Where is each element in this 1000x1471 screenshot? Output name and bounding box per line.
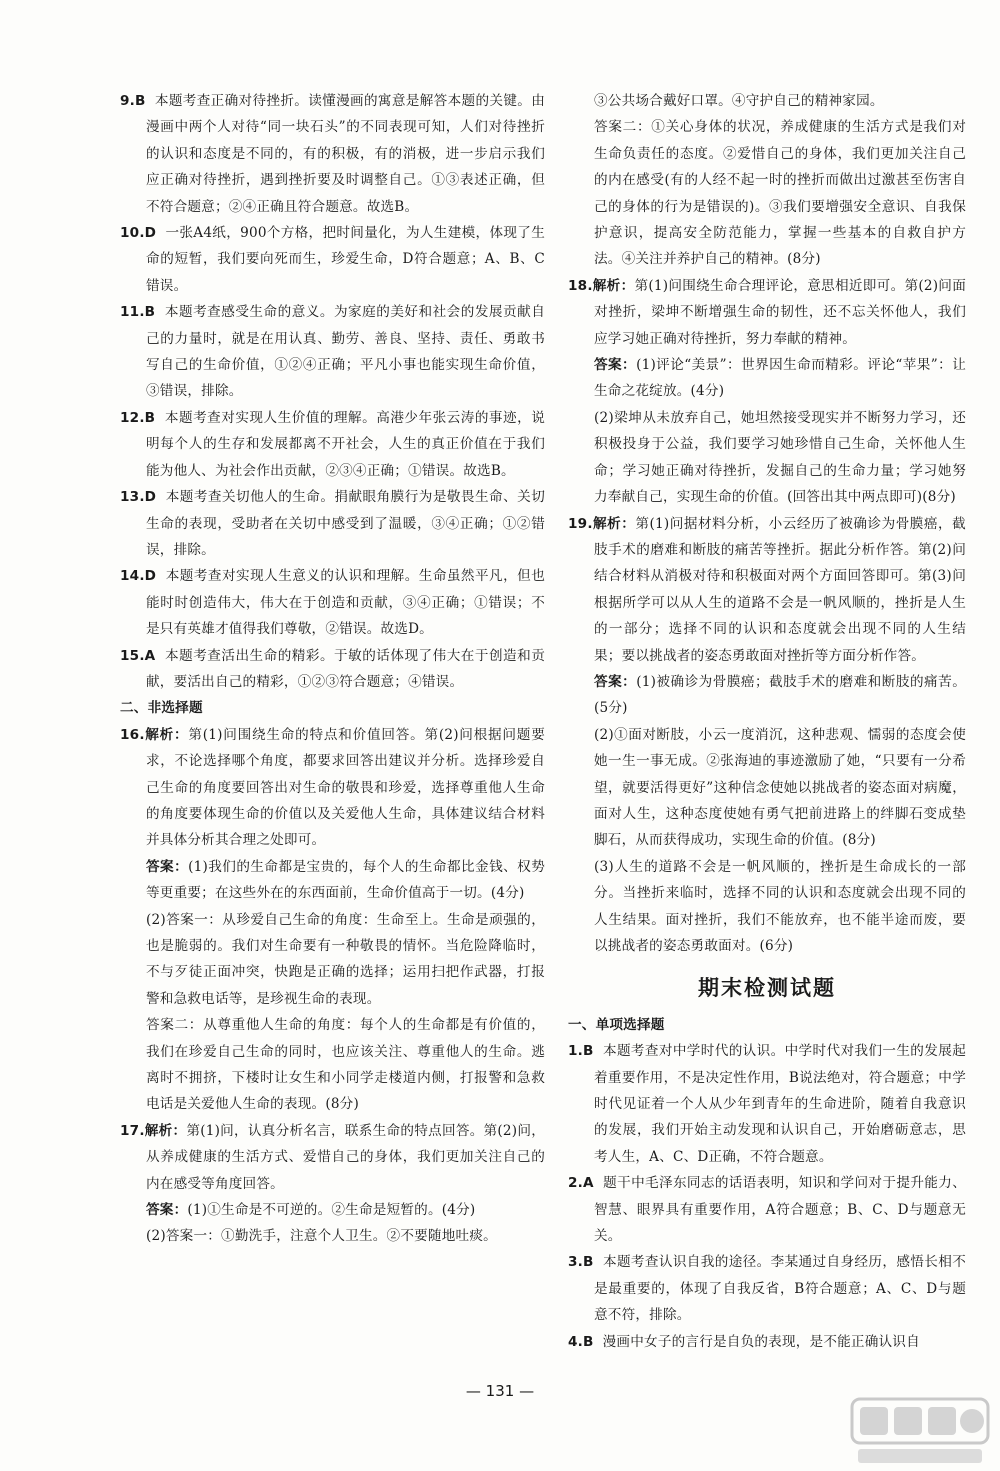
answer-item: 13.D 本题考查关切他人的生命。捐献眼角膜行为是敬畏生命、关切生命的表现，受助者在关切中感受到了温暖，③④正确；①②错误，排除。 xyxy=(120,489,545,558)
watermark-logo-icon xyxy=(850,1395,990,1467)
answer-text: 答案：(1)被确诊为骨膜癌；截肢手术的磨难和断肢的痛苦。(5分) xyxy=(594,673,966,717)
right-column xyxy=(568,88,966,1355)
answer-text: 答案：(1)我们的生命都是宝贵的，每个人的生命都比金钱、权势等更重要；在这些外在的东西面前，生命价值高于一切。(4分) xyxy=(146,858,546,902)
answer-text: 答案二：①关心身体的状况，养成健康的生活方式是我们对生命负责任的态度。②爱惜自己的身体，我们更加关注自己的内在感受(有的人经不起一时的挫折而做出过激甚至伤害自己的身体的行为是错误的)。③我们要增强安全意识、自我保护意识，提高安全防范能力，掌握一些基本的自救自护方法。④关注并养护自己的精神。(8分) xyxy=(594,119,966,268)
answer-text: ③公共场合戴好口罩。④守护自己的精神家园。 xyxy=(594,93,884,109)
analysis-item: 17.解析：第(1)问，认真分析名言，联系生命的特点回答。第(2)问，从养成健康的生活方式、爱惜自己的身体，我们更加关注自己的内在感受等角度回答。 xyxy=(120,1122,545,1192)
answer-text: (2)答案一：从珍爱自己生命的角度：生命至上。生命是顽强的，也是脆弱的。我们对生命要有一种敬畏的情怀。当危险降临时，不与歹徒正面冲突，快跑是正确的选择；运用扫把作武器，打报警和急救电话等，是珍视生命的表现。 xyxy=(146,911,545,1007)
answer-text: (2)梁坤从未放弃自己，她坦然接受现实并不断努力学习，还积极投身于公益，我们要学习她珍惜自己生命，关怀他人生命；学习她正确对待挫折，发掘自己的生命力量；学习她努力奉献自己，实现生命的价值。(回答出其中两点即可)(8分) xyxy=(594,409,966,506)
section-heading: 二、非选择题 xyxy=(120,700,203,717)
answer-item: 1.B 本题考查对中学时代的认识。中学时代对我们一生的发展起着重要作用，不是决定性作用，B说法绝对，符合题意；中学时代见证着一个人从少年到青年的生命进阶，随着自我意识的发展，我们开始主动发现和认识自己，开始磨砺意志，思考人生，A、C、D正确，不符合题意。 xyxy=(568,1043,967,1165)
page-number: — 131 — xyxy=(465,1382,535,1400)
analysis-item: 19.解析：第(1)问据材料分析，小云经历了被确诊为骨膜癌，截肢手术的磨难和断肢的痛苦等挫折。据此分析作答。第(2)问结合材料从消极对待和积极面对两个方面回答即可。第(3)问根据所学可以从人生的道路不会是一帆风顺的，挫折是人生的一部分；选择不同的认识和态度就会出现不同的人生结果；要以挑战者的姿态勇敢面对挫折等方面分析作答。 xyxy=(568,515,966,664)
answer-item: 3.B 本题考查认识自我的途径。李某通过自身经历，感悟长相不是最重要的，体现了自我反省，B符合题意；A、C、D与题意不符，排除。 xyxy=(568,1254,967,1324)
answer-item: 14.D 本题考查对实现人生意义的认识和理解。生命虽然平凡，但也能时时创造伟大，伟大在于创造和贡献，③④正确；①错误；不是只有英雄才值得我们尊敬，②错误。故选D。 xyxy=(120,568,545,638)
answer-text: 答案：(1)评论“美景”：世界因生命而精彩。评论“苹果”：让生命之花绽放。(4分) xyxy=(594,357,967,400)
exam-title: 期末检测试题 xyxy=(698,976,836,1001)
section-heading: 一、单项选择题 xyxy=(568,1016,665,1033)
analysis-item: 16.解析：第(1)问围绕生命的特点和价值回答。第(2)问根据问题要求，不论选择哪个角度，都要求回答出建议并分析。选择珍爱自己生命的角度要回答出对生命的敬畏和珍爱，选择尊重他人生命的角度要体现生命的价值以及关爱他人生命，具体建议结合材料并具体分析其合理之处即可。 xyxy=(120,726,545,849)
answer-text: (3)人生的道路不会是一帆风顺的，挫折是生命成长的一部分。当挫折来临时，选择不同的认识和态度就会出现不同的人生结果。面对挫折，我们不能放弃，也不能半途而废，要以挑战者的姿态勇敢面对。(6分) xyxy=(594,858,966,954)
answer-text: (2)答案一：①勤洗手，注意个人卫生。②不要随地吐痰。 xyxy=(146,1228,497,1245)
answer-text: 答案二：从尊重他人生命的角度：每个人的生命都是有价值的，我们在珍爱自己生命的同时，也应该关注、尊重他人的生命。逃离时不拥挤，下楼时让女生和小同学走楼道内侧，打报警和急救电话是关爱他人生命的表现。(8分) xyxy=(146,1017,545,1113)
answer-text: (2)①面对断肢，小云一度消沉，这种悲观、懦弱的态度会使她一生一事无成。②张海迪的事迹激励了她，“只要有一分希望，就要活得更好”这种信念使她以挑战者的姿态面对病魔，面对人生，这种态度使她有勇气把前进路上的绊脚石变成垫脚石，从而获得成功，实现生命的价值。(8分) xyxy=(594,726,966,849)
answer-item: 4.B 漫画中女子的言行是自负的表现，是不能正确认识自 xyxy=(568,1333,920,1350)
answer-text: 答案：(1)①生命是不可逆的。②生命是短暂的。(4分) xyxy=(146,1202,476,1219)
answer-item: 9.B 本题考查正确对待挫折。读懂漫画的寓意是解答本题的关键。由漫画中两个人对待“同一块石头”的不同表现可知，人们对待挫折的认识和态度是不同的，有的积极，有的消极，进一步启示我们应正确对待挫折，遇到挫折要及时调整自己。①③表述正确，但不符合题意；②④正确且符合题意。故选B。 xyxy=(120,93,545,215)
left-column xyxy=(120,88,545,1250)
answer-item: 10.D 一张A4纸，900个方格，把时间量化，为人生建模，体现了生命的短暂，我们要向死而生，珍爱生命，D符合题意；A、B、C错误。 xyxy=(120,225,545,294)
answer-item: 2.A 题干中毛泽东同志的话语表明，知识和学问对于提升能力、智慧、眼界具有重要作用，A符合题意；B、C、D与题意无关。 xyxy=(568,1175,967,1245)
analysis-item: 18.解析：第(1)问围绕生命合理评论，意思相近即可。第(2)问面对挫折，梁坤不断增强生命的韧性，还不忘关怀他人，我们应学习她正确对待挫折，努力奉献的精神。 xyxy=(568,277,966,347)
answer-item: 12.B 本题考查对实现人生价值的理解。高港少年张云涛的事迹，说明每个人的生存和发展都离不开社会，人生的真正价值在于我们能为他人、为社会作出贡献，②③④正确；①错误。故选B。 xyxy=(120,409,545,479)
answer-item: 11.B 本题考查感受生命的意义。为家庭的美好和社会的发展贡献自己的力量时，就是在用认真、勤劳、善良、坚持、责任、勇敢书写自己的生命价值，①②④正确；平凡小事也能实现生命价值，③错误，排除。 xyxy=(120,304,545,400)
answer-item: 15.A 本题考查活出生命的精彩。于敏的话体现了伟大在于创造和贡献，要活出自己的精彩，①②③符合题意；④错误。 xyxy=(120,647,545,690)
